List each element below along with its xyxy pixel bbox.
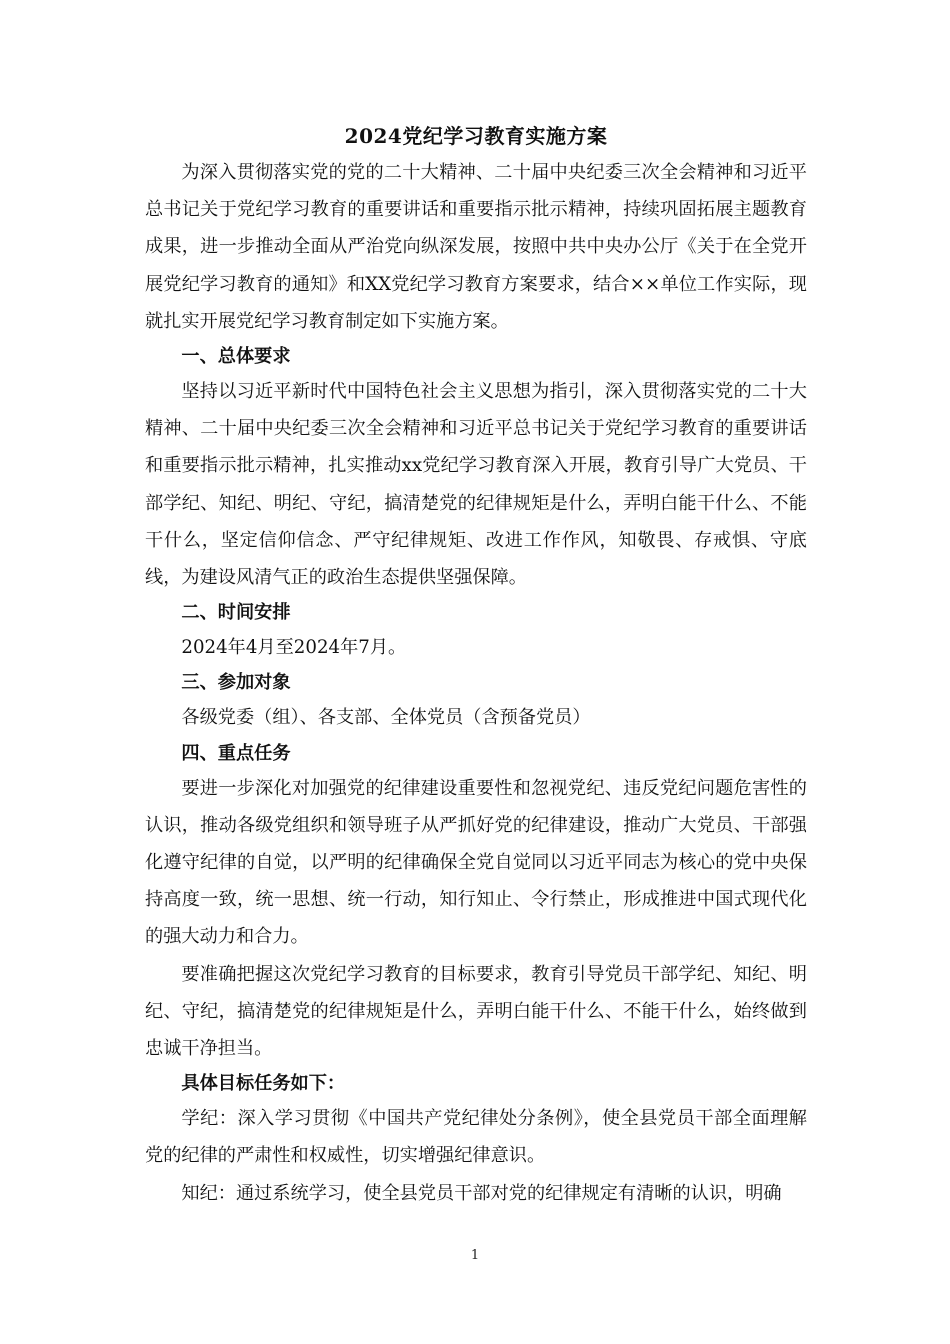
participants-paragraph: 各级党委（组）、各支部、全体党员（含预备党员） [181, 707, 591, 729]
general-requirements-paragraph: 坚持以习近平新时代中国特色社会主义思想为指引，深入贯彻落实党的二十大精神、二十届中央纪委三次全会精神和习近平总书记关于党纪学习教育的重要讲话和重要指示批示精神，扎实推动xx党纪学习教育深入开展，教育引导广大党员、干部学纪、知纪、明纪、守纪，搞清楚党的纪律规矩是什么，弄明白能干什么、不能干什么，坚定信仰信念、严守纪律规矩、改进工作作风，知敬畏、存戒惧、守底线，为建设风清气正的政治生态提供坚强保障。 [145, 381, 807, 589]
goal-zhiji-paragraph: 知纪：通过系统学习，使全县党员干部对党的纪律规定有清晰的认识，明确 [181, 1182, 782, 1204]
document-body [145, 118, 807, 1212]
page-number: 1 [470, 1248, 480, 1263]
goals-heading: 具体目标任务如下： [181, 1073, 346, 1095]
section-heading-general-requirements: 一、总体要求 [181, 346, 291, 368]
intro-paragraph: 为深入贯彻落实党的党的二十大精神、二十届中央纪委三次全会精神和习近平总书记关于党纪学习教育的重要讲话和重要指示批示精神，持续巩固拓展主题教育成果，进一步推动全面从严治党向纵深发展，按照中共中央办公厅《关于在全党开展党纪学习教育的通知》和XX党纪学习教育方案要求，结合××单位工作实际，现就扎实开展党纪学习教育制定如下实施方案。 [145, 162, 807, 332]
section-heading-schedule: 二、时间安排 [181, 602, 291, 624]
document-title: 2024党纪学习教育实施方案 [344, 124, 608, 148]
section-heading-key-tasks: 四、重点任务 [181, 742, 291, 764]
section-heading-participants: 三、参加对象 [181, 672, 291, 694]
schedule-paragraph: 2024年4月至2024年7月。 [181, 637, 407, 659]
key-tasks-paragraph-2: 要准确把握这次党纪学习教育的目标要求，教育引导党员干部学纪、知纪、明纪、守纪，搞清楚党的纪律规矩是什么，弄明白能干什么、不能干什么，始终做到忠诚干净担当。 [145, 963, 807, 1060]
key-tasks-paragraph-1: 要进一步深化对加强党的纪律建设重要性和忽视党纪、违反党纪问题危害性的认识，推动各级党组织和领导班子从严抓好党的纪律建设，推动广大党员、干部强化遵守纪律的自觉，以严明的纪律确保全党自觉同以习近平同志为核心的党中央保持高度一致，统一思想、统一行动，知行知止、令行禁止，形成推进中国式现代化的强大动力和合力。 [145, 777, 807, 948]
goal-xueji-paragraph: 学纪：深入学习贯彻《中国共产党纪律处分条例》，使全县党员干部全面理解党的纪律的严肃性和权威性，切实增强纪律意识。 [145, 1108, 807, 1167]
